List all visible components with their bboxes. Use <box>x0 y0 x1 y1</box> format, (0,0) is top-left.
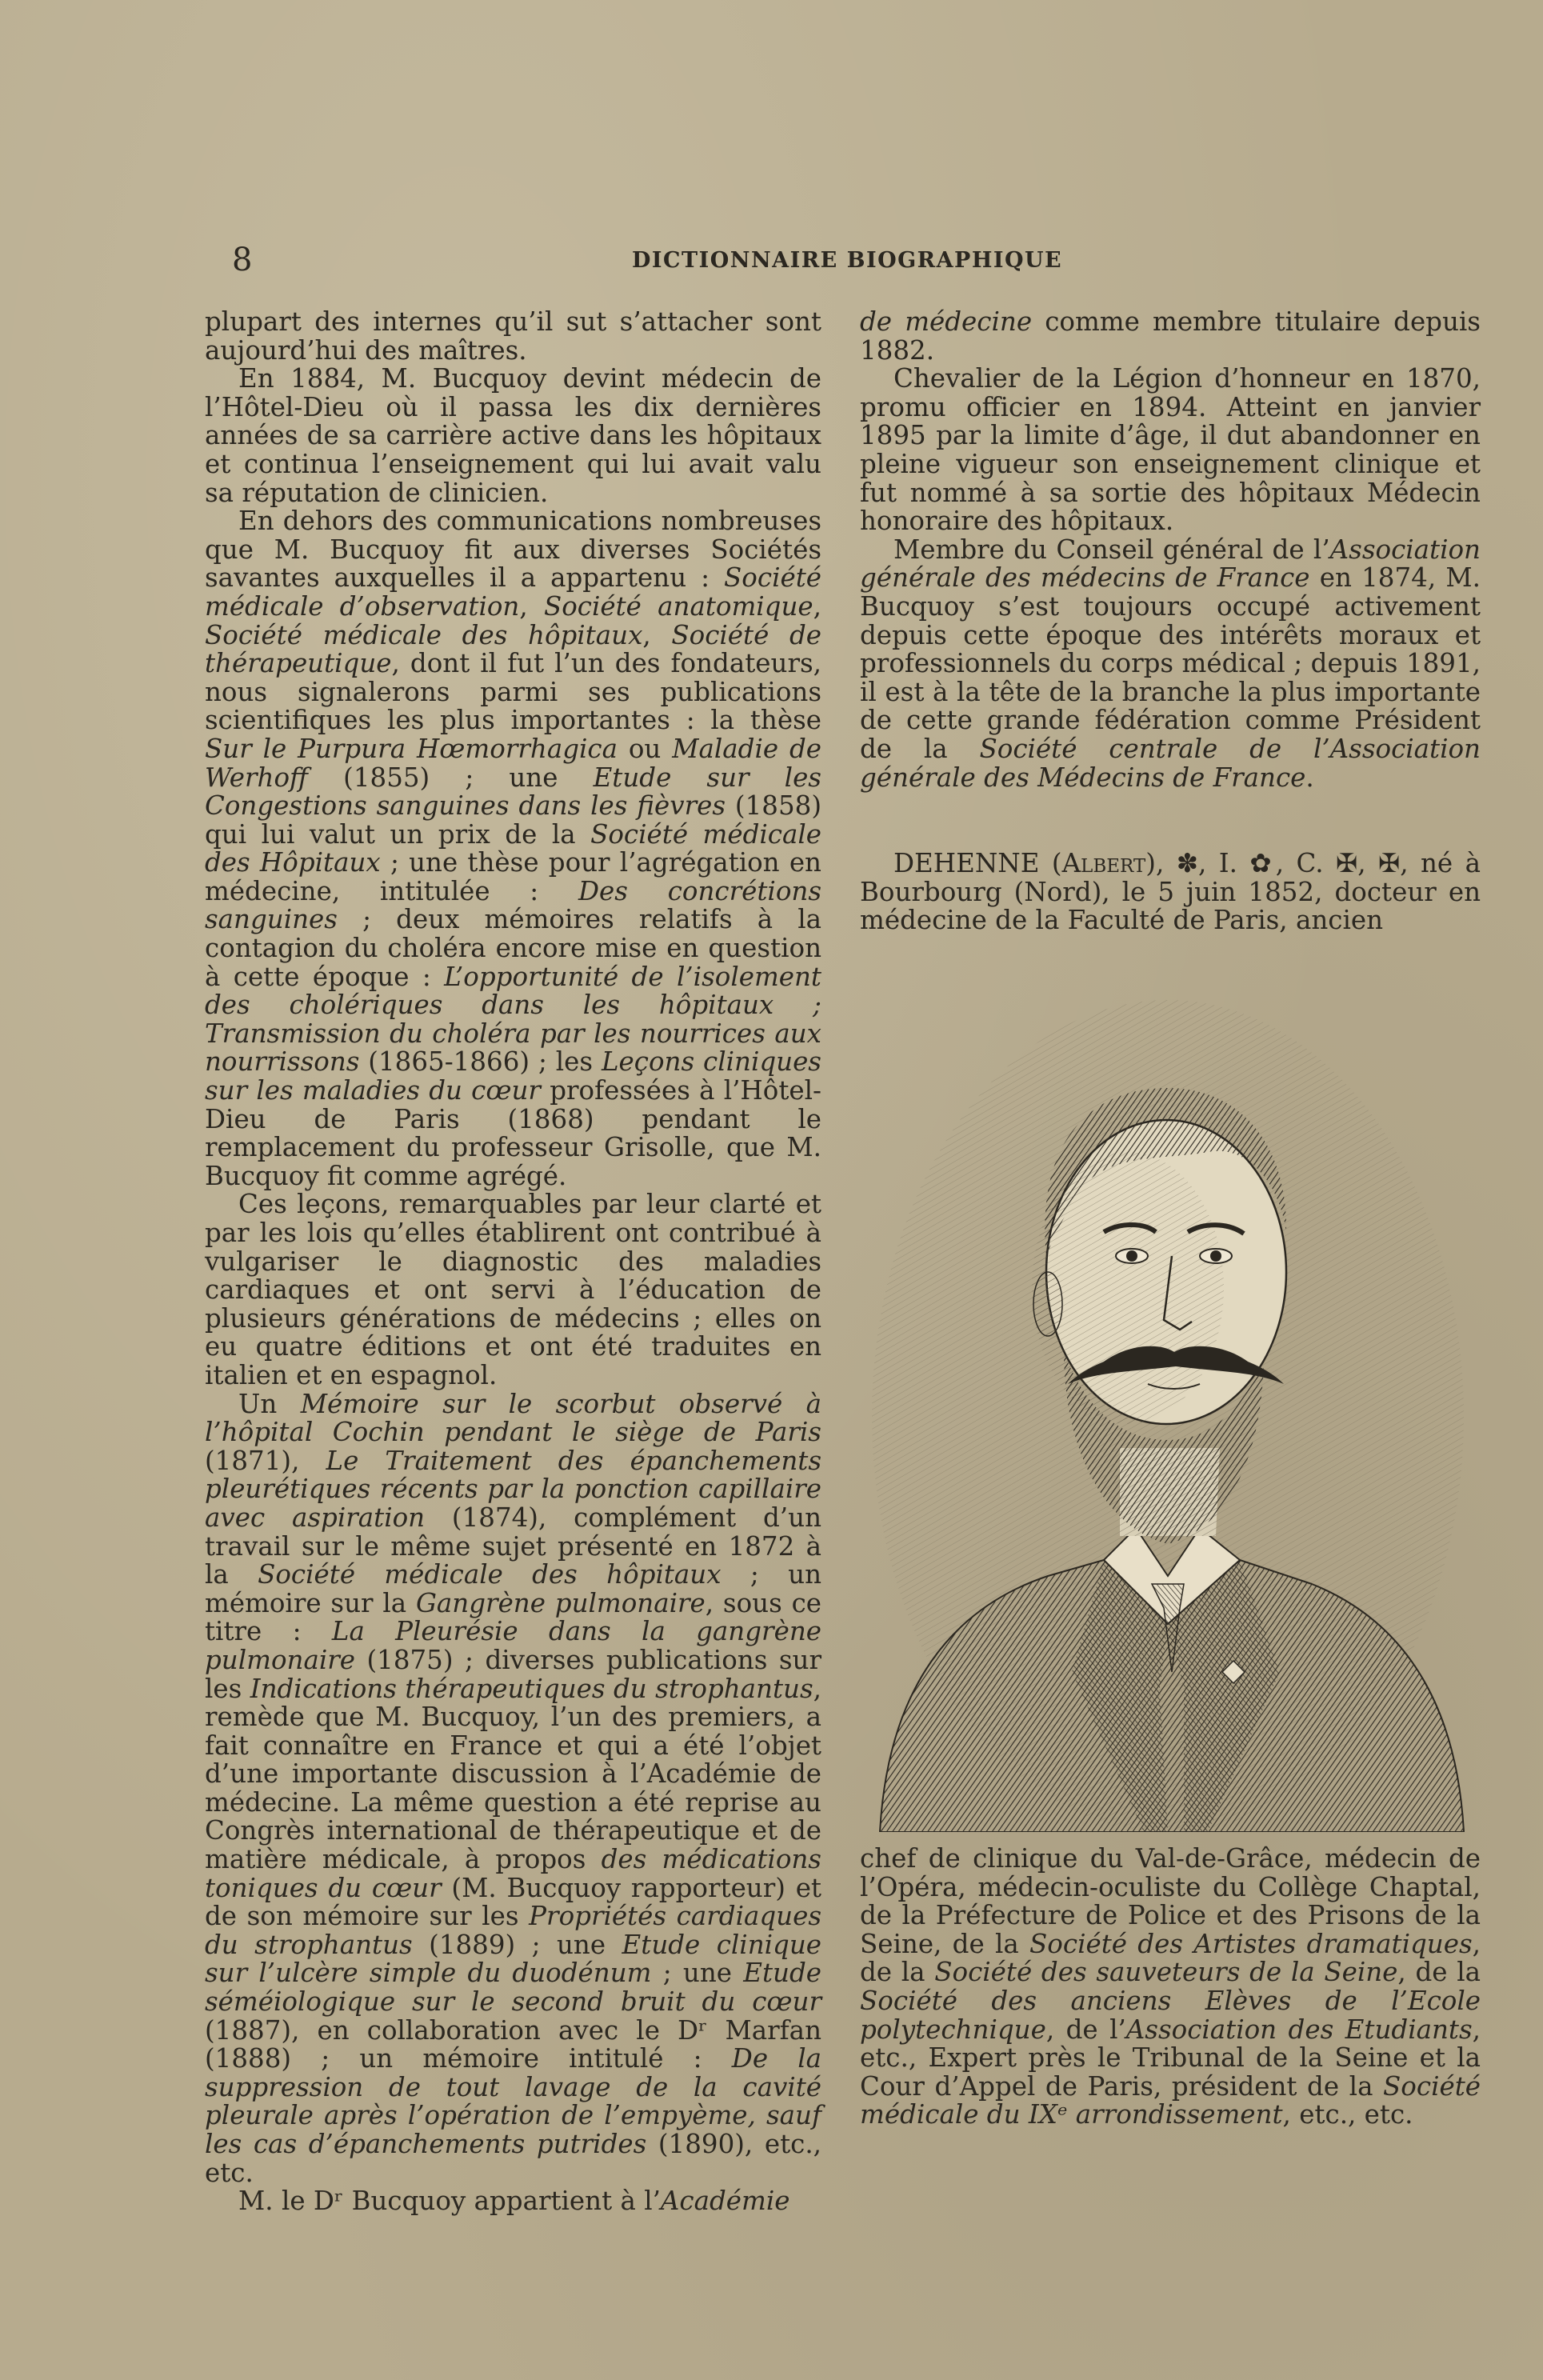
italic-title: Le Traitement des épanchements pleurétiques récents par la ponction capillaire avec aspiration <box>205 1445 822 1533</box>
text-run: (1890), etc., etc. <box>205 2129 821 2188</box>
text-run: (1865-1866) ; les <box>359 1046 602 1078</box>
text-run: (1874), complément d’un travail sur le même sujet présenté en 1872 à la <box>205 1502 822 1590</box>
italic-title: Gangrène pulmonaire <box>415 1587 706 1618</box>
italic-title: Société médicale des Hôpitaux <box>205 818 821 878</box>
text-run: , etc., etc. <box>1282 2099 1413 2130</box>
italic-title: Société des Artistes dramatiques <box>1029 1928 1473 1959</box>
engraved-portrait-icon <box>864 968 1473 1832</box>
italic-title: Etude clinique sur l’ulcère simple du duodénum <box>205 1929 821 1989</box>
text-run: , <box>813 590 821 622</box>
text-run: ; une thèse pour l’agrégation en médecine, intitulée : <box>205 847 821 906</box>
text-run: , etc., Expert près le Tribunal de la Seine et la Cour d’Appel de Paris, président de la <box>860 2014 1481 2102</box>
italic-title: Leçons cliniques sur les maladies du cœur <box>205 1046 821 1106</box>
text-run: , dont il fut l’un des fondateurs, nous signalerons parmi ses publications scientifiques les plus importantes : la thèse <box>205 648 821 736</box>
italic-title: Société des anciens Elèves de l’Ecole polytechnique <box>860 1985 1481 2045</box>
paragraph: En 1884, M. Bucquoy devint médecin de l’Hôtel-Dieu où il passa les dix dernières années de sa carrière active dans les hôpitaux et continua l’enseignement qui lui avait valu sa réputation de clinicien. <box>205 363 821 508</box>
italic-title: Association générale des médecins de France <box>860 534 1481 594</box>
text-run: . <box>1305 762 1314 793</box>
text-run: (1855) ; une <box>308 762 594 793</box>
paragraph: Chevalier de la Légion d’honneur en 1870, promu officier en 1894. Atteint en janvier 1895 par la limite d’âge, il dut abandonner en pleine vigueur son enseignement clinique et fut nommé à sa sortie des hôpitaux Médecin honoraire des hôpitaux. <box>860 363 1481 537</box>
italic-title: Etude sur les Congestions sanguines dans les fièvres <box>205 762 821 822</box>
italic-title: Sur le Purpura Hœmorrhagica <box>205 733 618 764</box>
paragraph <box>205 507 821 1190</box>
text-run: comme membre titulaire depuis 1882. <box>860 306 1481 366</box>
italic-title: Maladie de Werhoff <box>205 733 821 793</box>
text-run: Un <box>238 1388 301 1419</box>
text-run: (1858) qui lui valut un prix de la <box>205 790 822 850</box>
text-run: (1887), en collaboration avec le Dʳ Marfan (1888) ; un mémoire intitulé : <box>205 2014 821 2074</box>
italic-title: Des concrétions sanguines <box>205 875 821 935</box>
text-run: en 1874, M. Bucquoy s’est toujours occupé activement depuis cette époque des intérêts moraux et professionnels du corps médical ; depuis 1891, il est à la tête de la branche la plus importante de cette grande fédération comme Président de la <box>860 562 1481 764</box>
text-run: ou <box>617 733 673 764</box>
header-title: DICTIONNAIRE BIOGRAPHIQUE <box>632 248 1063 273</box>
italic-title: Société des sauveteurs de la Seine <box>934 1957 1398 1988</box>
italic-title: Société médicale des hôpitaux <box>205 619 643 650</box>
text-run: ; deux mémoires relatifs à la contagion du choléra encore mise en question à cette époque : <box>205 904 821 992</box>
italic-title: Société médicale des hôpitaux <box>258 1559 722 1590</box>
italic-title: de médecine <box>860 306 1033 337</box>
text-run: Membre du Conseil général de l’ <box>893 534 1330 565</box>
italic-title: La Pleurésie dans la gangrène pulmonaire <box>205 1616 821 1675</box>
paragraph <box>860 1845 1481 2130</box>
text-run: ; un mémoire sur la <box>205 1559 822 1618</box>
text-run: (1875) ; diverses publications sur les <box>205 1644 821 1704</box>
text-run: , de l’ <box>1045 2014 1126 2045</box>
text-run: , <box>642 619 672 650</box>
text-run: (M. Bucquoy rapporteur) et de son mémoire sur les <box>205 1872 821 1932</box>
text-run: En dehors des communications nombreuses que M. Bucquoy fit aux diverses Sociétés savantes auxquelles il a appartenu : <box>205 506 821 594</box>
text-run: (1871), <box>205 1445 326 1476</box>
italic-title: Propriétés cardiaques du strophantus <box>205 1901 821 1960</box>
text-run: , sous ce titre : <box>205 1587 822 1647</box>
italic-title: Société médicale du IXᵉ arrondissement <box>860 2070 1481 2130</box>
italic-title: L’opportunité de l’isolement des cholériques dans les hôpitaux ; Transmission du choléra par les nourrices aux nourrissons <box>205 961 821 1078</box>
italic-title: Académie <box>660 2186 790 2217</box>
paragraph <box>860 536 1481 792</box>
text-run: M. le Dʳ Bucquoy appartient à l’ <box>238 2186 661 2217</box>
text-run: chef de clinique du Val-de-Grâce, médecin de l’Opéra, médecin-oculiste du Collège Chaptal, de la Préfecture de Police et des Prisons de la Seine, de la <box>860 1843 1481 1959</box>
italic-title: Mémoire sur le scorbut observé à l’hôpital Cochin pendant le siège de Paris <box>205 1388 821 1448</box>
page-number: 8 <box>232 242 253 278</box>
text-run: , de la <box>860 1928 1481 1988</box>
right-column-bottom <box>860 1845 1481 2130</box>
text-run: professées à l’Hôtel-Dieu de Paris (1868) pendant le remplacement du professeur Grisolle, que M. Bucquoy fit comme agrégé. <box>205 1075 822 1191</box>
italic-title: Etude séméiologique sur le second bruit du cœur <box>205 1958 821 2018</box>
paragraph: Ces leçons, remarquables par leur clarté et par les lois qu’elles établirent ont contribué à vulgariser le diagnostic des maladies cardiaques et ont servi à l’éducation de plusieurs générations de médecins ; elles on eu quatre éditions et ont été traduites en italien et en espagnol. <box>205 1189 821 1390</box>
portrait-engraving <box>864 968 1473 1832</box>
italic-title: des médications toniques du cœur <box>205 1844 821 1903</box>
italic-title: Société médicale d’observation <box>205 562 821 622</box>
text-run: , <box>519 590 544 622</box>
text-run: , remède que M. Bucquoy, l’un des premiers, a fait connaître en France et qui a été l’objet d’une importante discussion à l’Académie de médecine. La même question a été reprise au Congrès international de thérapeutique et de matière médicale, à propos <box>205 1673 822 1875</box>
entry-given-name: (Albert) <box>1051 848 1156 879</box>
italic-title: Société centrale de l’Association générale des Médecins de France <box>860 733 1481 793</box>
italic-title: Société de thérapeutique <box>205 619 821 679</box>
paragraph <box>205 2187 821 2216</box>
right-column-top <box>860 308 1481 935</box>
paragraph: plupart des internes qu’il sut s’attacher sont aujourd’hui des maîtres. <box>205 306 821 366</box>
paragraph <box>860 308 1481 365</box>
text-run: ; une <box>651 1958 744 1989</box>
left-column <box>205 308 821 2216</box>
italic-title: Société anatomique <box>543 590 813 622</box>
text-run: (1889) ; une <box>412 1929 622 1960</box>
italic-title: De la suppression de tout lavage de la cavité pleurale après l’opération de l’empyème, sauf les cas d’épanchements putrides <box>205 2043 821 2159</box>
running-head <box>0 240 1543 280</box>
paragraph <box>205 1390 821 2188</box>
text-run: , ✽, I. ✿, C. ✠, ✠, né à Bourbourg (Nord), le 5 juin 1852, docteur en médecine de la Faculté de Paris, ancien <box>860 848 1481 936</box>
entry-name: DEHENNE <box>893 848 1040 879</box>
italic-title: Indications thérapeutiques du strophantus <box>250 1673 813 1704</box>
italic-title: Association des Etudiants <box>1125 2014 1473 2045</box>
text-run: , de la <box>1397 1957 1481 1988</box>
biography-entry <box>860 850 1481 935</box>
